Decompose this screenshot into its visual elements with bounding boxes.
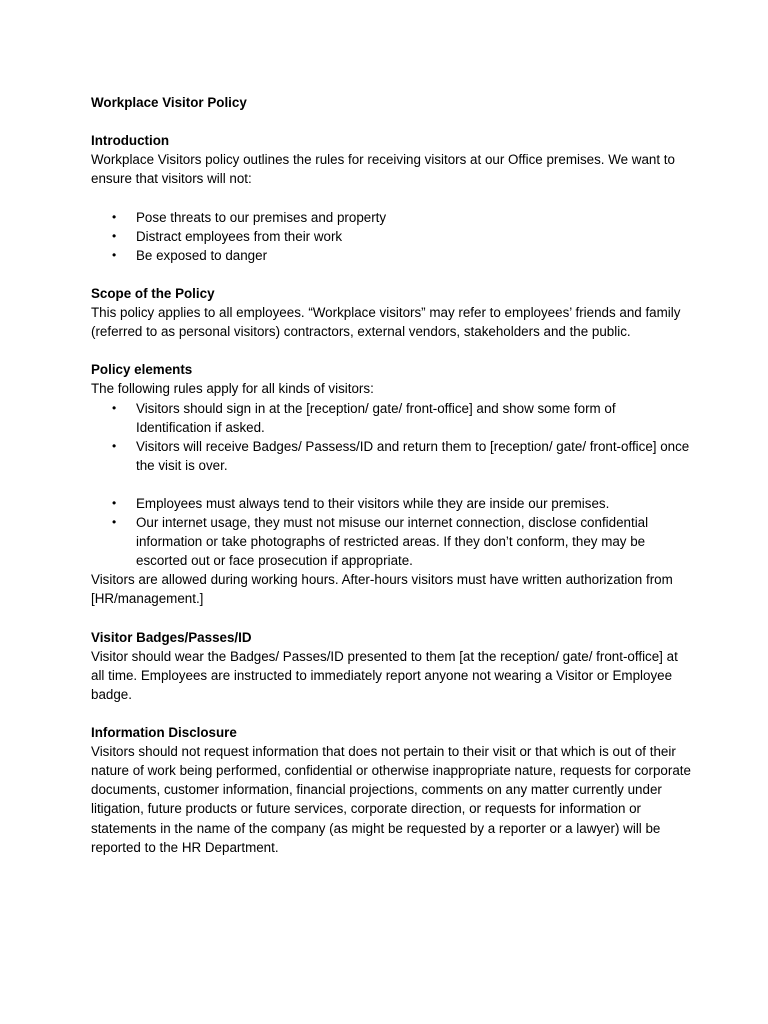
list-item-text: Visitors should sign in at the [reception/ gate/ front-office] and show some form of Identification if asked. (136, 400, 616, 435)
badges-heading: Visitor Badges/Passes/ID (91, 629, 252, 645)
list-item (91, 208, 691, 227)
spacer (91, 609, 691, 628)
list-item (91, 399, 691, 437)
spacer (91, 265, 691, 284)
list-item-text: Be exposed to danger (136, 247, 268, 263)
scope-heading: Scope of the Policy (91, 285, 215, 301)
bullet-icon: • (112, 228, 117, 243)
spacer (91, 341, 691, 360)
document-title: Workplace Visitor Policy (91, 95, 247, 110)
policy-elements-bullet-list-a (91, 399, 691, 475)
scope-text: This policy applies to all employees. “Workplace visitors” may refer to employees’ friends and family (referred to as personal visitors) contractors, external vendors, stakeholders and the public. (91, 305, 681, 340)
list-item-text: Employees must always tend to their visitors while they are inside our premises. (136, 495, 610, 511)
list-item (91, 246, 691, 265)
spacer (91, 188, 691, 207)
policy-elements-heading: Policy elements (91, 362, 193, 378)
introduction-text: Workplace Visitors policy outlines the rules for receiving visitors at our Office premises. We want to ensure that visitors will not: (91, 152, 675, 187)
list-item-text: Pose threats to our premises and property (136, 209, 387, 225)
policy-elements-bullet-list-b (91, 494, 691, 570)
policy-elements-closing: Visitors are allowed during working hours. After-hours visitors must have written authorization from [HR/management.] (91, 572, 673, 607)
introduction-heading: Introduction (91, 133, 170, 149)
policy-elements-intro: The following rules apply for all kinds of visitors: (91, 381, 374, 397)
bullet-icon: • (112, 495, 117, 510)
bullet-icon: • (112, 247, 117, 262)
list-item (91, 227, 691, 246)
list-item (91, 494, 691, 513)
list-item (91, 513, 691, 570)
document-page (91, 93, 691, 857)
list-item-text: Distract employees from their work (136, 228, 343, 244)
bullet-icon: • (112, 209, 117, 224)
list-item-text: Our internet usage, they must not misuse our internet connection, disclose confidential information or take photographs of restricted areas. If they don’t conform, they may be escorted out or face prosecution if appropriate. (136, 515, 649, 569)
badges-text: Visitor should wear the Badges/ Passes/ID presented to them [at the reception/ gate/ front-office] at all time. Employees are instructed to immediately report anyone not wearing a Visitor or Employee badge. (91, 648, 678, 702)
bullet-icon: • (112, 400, 117, 415)
disclosure-heading: Information Disclosure (91, 725, 237, 741)
spacer (91, 475, 691, 494)
list-item (91, 437, 691, 475)
list-item-text: Visitors will receive Badges/ Passess/ID and return them to [reception/ gate/ front-office] once the visit is over. (136, 438, 690, 473)
spacer (91, 704, 691, 723)
introduction-bullet-list (91, 208, 691, 265)
bullet-icon: • (112, 515, 117, 530)
bullet-icon: • (112, 438, 117, 453)
disclosure-text: Visitors should not request information that does not pertain to their visit or that which is out of their nature of work being performed, confidential or otherwise inappropriate nature, requests for corporate documents, customer information, financial projections, comments on any matter currently under litigation, future products or future services, corporate direction, or requests for information or statements in the name of the company (as might be requested by a reporter or a lawyer) will be reported to the HR Department. (91, 744, 691, 855)
